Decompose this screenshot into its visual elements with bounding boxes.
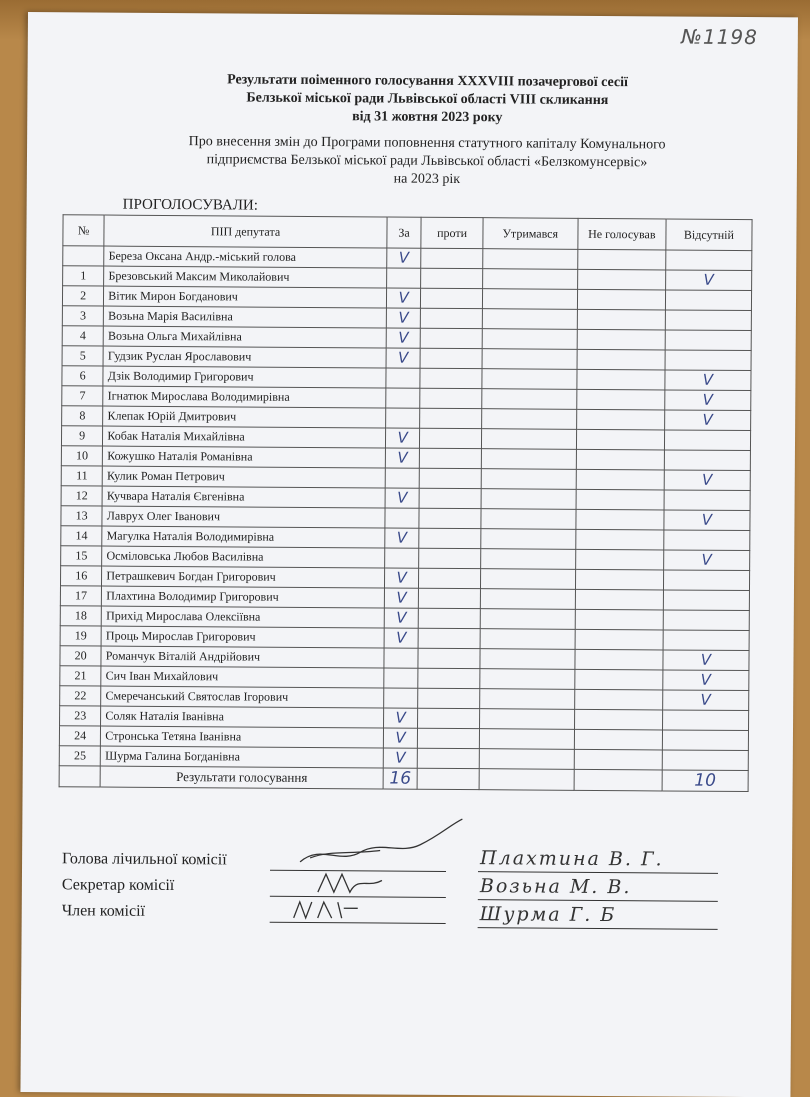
row-number: 14 bbox=[61, 526, 102, 546]
vote-ne-holosuvav-cell bbox=[577, 369, 665, 390]
vote-vidsutnii-mark bbox=[665, 350, 751, 371]
col-name: ПІП депутата bbox=[104, 215, 387, 248]
handwritten-signature-member bbox=[288, 894, 368, 927]
deputy-name: Плахтина Володимир Григорович bbox=[102, 586, 385, 608]
subject-line-3: на 2023 рік bbox=[393, 171, 461, 188]
vote-vidsutnii-mark: V bbox=[664, 470, 750, 491]
row-number: 1 bbox=[63, 266, 104, 286]
row-number: 20 bbox=[60, 646, 101, 666]
vote-utrymavsia-cell bbox=[481, 489, 576, 510]
vote-utrymavsia-cell bbox=[482, 389, 577, 410]
deputy-name: Клепак Юрій Дмитрович bbox=[103, 406, 386, 428]
deputy-name: Осміловська Любов Василівна bbox=[102, 546, 385, 568]
voted-label: ПРОГОЛОСУВАЛИ: bbox=[122, 196, 258, 214]
row-number bbox=[63, 246, 104, 266]
vote-ne-holosuvav-cell bbox=[574, 689, 662, 710]
col-za: За bbox=[387, 217, 422, 248]
vote-proty-cell bbox=[419, 508, 481, 528]
vote-proty-cell bbox=[418, 748, 480, 768]
signature-role-member: Член комісії bbox=[61, 902, 146, 920]
vote-vidsutnii-mark bbox=[664, 530, 750, 551]
row-number: 15 bbox=[61, 546, 102, 566]
vote-za-mark bbox=[386, 368, 421, 388]
vote-vidsutnii-mark bbox=[665, 290, 751, 311]
vote-vidsutnii-mark bbox=[665, 310, 751, 331]
vote-proty-cell bbox=[420, 348, 482, 368]
vote-utrymavsia-cell bbox=[479, 749, 574, 770]
document-sheet bbox=[20, 12, 798, 1097]
vote-vidsutnii-mark bbox=[664, 490, 750, 511]
vote-utrymavsia-cell bbox=[480, 669, 575, 690]
vote-proty-cell bbox=[418, 688, 480, 708]
deputy-name: Романчук Віталій Андрійович bbox=[101, 646, 384, 668]
col-no: № bbox=[63, 215, 105, 246]
results-row bbox=[59, 766, 748, 792]
row-number: 21 bbox=[60, 666, 101, 686]
vote-proty-cell bbox=[419, 548, 481, 568]
vote-utrymavsia-cell bbox=[482, 289, 577, 310]
vote-proty-cell bbox=[419, 588, 481, 608]
handwritten-name-member: Шурма Г. Б bbox=[479, 903, 617, 927]
vote-za-mark: V bbox=[386, 348, 421, 368]
vote-vidsutnii-mark: V bbox=[665, 370, 751, 391]
vote-utrymavsia-cell bbox=[482, 269, 577, 290]
results-label: Результати голосування bbox=[100, 766, 383, 789]
vote-ne-holosuvav-cell bbox=[574, 729, 662, 750]
vote-utrymavsia-cell bbox=[480, 629, 575, 650]
vote-utrymavsia-cell bbox=[482, 309, 577, 330]
vote-utrymavsia-cell bbox=[479, 689, 574, 710]
vote-za-mark bbox=[384, 648, 419, 668]
deputy-name: Кожушко Наталія Романівна bbox=[103, 446, 386, 468]
vote-za-mark: V bbox=[385, 528, 420, 548]
vote-ne-holosuvav-cell bbox=[574, 749, 662, 770]
vote-za-mark bbox=[384, 548, 419, 568]
results-za: 16 bbox=[383, 768, 418, 789]
deputy-name: Возьна Марія Василівна bbox=[104, 306, 387, 328]
col-proty: проти bbox=[421, 217, 483, 248]
vote-za-mark: V bbox=[385, 448, 420, 468]
vote-ne-holosuvav-cell bbox=[576, 409, 664, 430]
vote-za-mark bbox=[386, 388, 421, 408]
subject-line-2: підприємства Белзької міської ради Львівської області «Белзкомунсервіс» bbox=[206, 152, 648, 171]
vote-vidsutnii-mark bbox=[663, 590, 749, 611]
deputy-name: Кучвара Наталія Євгенівна bbox=[102, 486, 385, 508]
col-utrymavsia: Утримався bbox=[483, 218, 578, 250]
vote-za-mark: V bbox=[385, 488, 420, 508]
vote-za-mark bbox=[386, 268, 421, 288]
vote-proty-cell bbox=[418, 728, 480, 748]
vote-proty-cell bbox=[420, 448, 482, 468]
vote-vidsutnii-mark bbox=[663, 570, 749, 591]
vote-utrymavsia-cell bbox=[480, 589, 575, 610]
row-number: 19 bbox=[60, 626, 101, 646]
vote-proty-cell bbox=[420, 368, 482, 388]
deputy-name: Шурма Галина Богданівна bbox=[101, 746, 384, 768]
vote-vidsutnii-mark bbox=[664, 450, 750, 471]
deputy-name: Петрашкевич Богдан Григорович bbox=[102, 566, 385, 588]
handwritten-name-secretary: Возьна М. В. bbox=[479, 875, 632, 899]
deputy-name: Смеречанський Святослав Ігорович bbox=[101, 686, 384, 708]
votes-table-body bbox=[59, 246, 752, 771]
deputy-name: Стронська Тетяна Іванівна bbox=[101, 726, 384, 748]
vote-proty-cell bbox=[419, 568, 481, 588]
vote-proty-cell bbox=[419, 628, 481, 648]
vote-vidsutnii-mark bbox=[662, 710, 748, 731]
vote-ne-holosuvav-cell bbox=[575, 589, 663, 610]
name-line-chair bbox=[478, 871, 718, 874]
vote-za-mark: V bbox=[383, 708, 418, 728]
vote-za-mark: V bbox=[384, 608, 419, 628]
vote-vidsutnii-mark bbox=[663, 610, 749, 631]
document-subject bbox=[107, 133, 747, 191]
vote-ne-holosuvav-cell bbox=[576, 469, 664, 490]
vote-proty-cell bbox=[419, 528, 481, 548]
vote-ne-holosuvav-cell bbox=[577, 289, 665, 310]
vote-proty-cell bbox=[421, 308, 483, 328]
vote-utrymavsia-cell bbox=[481, 409, 576, 430]
col-vidsutnii: Відсутній bbox=[666, 219, 752, 251]
row-number: 25 bbox=[59, 746, 100, 766]
vote-za-mark: V bbox=[384, 628, 419, 648]
deputy-name: Прихід Мирослава Олексіївна bbox=[102, 606, 385, 628]
deputy-name: Гудзик Руслан Ярославович bbox=[103, 346, 386, 368]
vote-utrymavsia-cell bbox=[481, 449, 576, 470]
vote-vidsutnii-mark bbox=[663, 630, 749, 651]
vote-za-mark bbox=[384, 668, 419, 688]
row-number: 11 bbox=[61, 466, 102, 486]
deputy-name: Возьна Ольга Михайлівна bbox=[103, 326, 386, 348]
vote-utrymavsia-cell bbox=[481, 529, 576, 550]
vote-proty-cell bbox=[418, 648, 480, 668]
vote-za-mark: V bbox=[386, 308, 421, 328]
vote-vidsutnii-mark: V bbox=[664, 510, 750, 531]
vote-ne-holosuvav-cell bbox=[577, 249, 665, 270]
vote-za-mark: V bbox=[387, 248, 422, 268]
deputy-name: Магулка Наталія Володимирівна bbox=[102, 526, 385, 548]
vote-ne-holosuvav-cell bbox=[577, 309, 665, 330]
vote-proty-cell bbox=[420, 468, 482, 488]
vote-vidsutnii-mark bbox=[662, 730, 748, 751]
vote-za-mark: V bbox=[384, 588, 419, 608]
row-number: 23 bbox=[60, 706, 101, 726]
vote-utrymavsia-cell bbox=[482, 349, 577, 370]
subject-line-1: Про внесення змін до Програми поповнення статутного капіталу Комунального bbox=[188, 134, 666, 153]
row-number: 4 bbox=[62, 326, 103, 346]
vote-vidsutnii-mark: V bbox=[663, 650, 749, 671]
vote-proty-cell bbox=[421, 328, 483, 348]
vote-vidsutnii-mark: V bbox=[666, 270, 752, 291]
row-number: 3 bbox=[62, 306, 103, 326]
vote-vidsutnii-mark bbox=[662, 750, 748, 771]
title-line-1: Результати поіменного голосування XXXVIII позачергової сесії bbox=[227, 72, 628, 91]
row-number: 13 bbox=[61, 506, 102, 526]
vote-vidsutnii-mark: V bbox=[665, 390, 751, 411]
vote-vidsutnii-mark: V bbox=[664, 550, 750, 571]
vote-za-mark bbox=[383, 688, 418, 708]
vote-ne-holosuvav-cell bbox=[576, 389, 664, 410]
row-number: 2 bbox=[62, 286, 103, 306]
vote-proty-cell bbox=[419, 488, 481, 508]
deputy-name: Соляк Наталія Іванівна bbox=[101, 706, 384, 728]
deputy-name: Лаврух Олег Іванович bbox=[102, 506, 385, 528]
deputy-name: Сич Іван Михайлович bbox=[101, 666, 384, 688]
row-number: 24 bbox=[59, 726, 100, 746]
vote-za-mark bbox=[385, 508, 420, 528]
vote-proty-cell bbox=[420, 408, 482, 428]
row-number: 17 bbox=[60, 586, 101, 606]
vote-utrymavsia-cell bbox=[480, 649, 575, 670]
vote-ne-holosuvav-cell bbox=[577, 269, 665, 290]
vote-za-mark: V bbox=[385, 428, 420, 448]
vote-utrymavsia-cell bbox=[479, 709, 574, 730]
vote-ne-holosuvav-cell bbox=[574, 709, 662, 730]
vote-vidsutnii-mark bbox=[664, 430, 750, 451]
deputy-name: Кулик Роман Петрович bbox=[103, 466, 386, 488]
col-ne-holosuvav: Не голосував bbox=[578, 218, 666, 250]
vote-ne-holosuvav-cell bbox=[575, 669, 663, 690]
vote-ne-holosuvav-cell bbox=[575, 629, 663, 650]
row-number: 10 bbox=[61, 446, 102, 466]
name-line-secretary bbox=[478, 899, 718, 902]
table-header-row bbox=[63, 215, 752, 251]
vote-za-mark: V bbox=[383, 728, 418, 748]
deputy-name: Кобак Наталія Михайлівна bbox=[103, 426, 386, 448]
row-number: 18 bbox=[60, 606, 101, 626]
vote-utrymavsia-cell bbox=[481, 509, 576, 530]
vote-za-mark: V bbox=[386, 288, 421, 308]
deputy-name: Ігнатюк Мирослава Володимирівна bbox=[103, 386, 386, 408]
title-line-3: від 31 жовтня 2023 року bbox=[352, 109, 503, 126]
vote-ne-holosuvav-cell bbox=[575, 609, 663, 630]
vote-vidsutnii-mark bbox=[665, 330, 751, 351]
signature-role-secretary: Секретар комісії bbox=[61, 876, 175, 895]
vote-ne-holosuvav-cell bbox=[575, 569, 663, 590]
vote-za-mark: V bbox=[384, 568, 419, 588]
vote-ne-holosuvav-cell bbox=[577, 329, 665, 350]
vote-vidsutnii-mark: V bbox=[663, 670, 749, 691]
vote-ne-holosuvav-cell bbox=[575, 649, 663, 670]
deputy-name: Дзік Володимир Григорович bbox=[103, 366, 386, 388]
vote-utrymavsia-cell bbox=[480, 569, 575, 590]
vote-ne-holosuvav-cell bbox=[576, 489, 664, 510]
row-number: 6 bbox=[62, 366, 103, 386]
deputy-name: Береза Оксана Андр.-міський голова bbox=[104, 246, 387, 268]
row-number: 12 bbox=[61, 486, 102, 506]
vote-utrymavsia-cell bbox=[482, 329, 577, 350]
vote-utrymavsia-cell bbox=[483, 249, 578, 270]
deputy-name: Брезовський Максим Миколайович bbox=[104, 266, 387, 288]
vote-utrymavsia-cell bbox=[480, 609, 575, 630]
row-number: 8 bbox=[62, 406, 103, 426]
row-number: 9 bbox=[61, 426, 102, 446]
vote-ne-holosuvav-cell bbox=[576, 449, 664, 470]
vote-ne-holosuvav-cell bbox=[576, 529, 664, 550]
results-vidsutnii: 10 bbox=[662, 770, 748, 792]
votes-table bbox=[59, 214, 753, 792]
name-line-member bbox=[478, 927, 718, 930]
row-number: 16 bbox=[60, 566, 101, 586]
vote-utrymavsia-cell bbox=[479, 729, 574, 750]
vote-proty-cell bbox=[421, 248, 483, 268]
row-number: 7 bbox=[62, 386, 103, 406]
row-number: 22 bbox=[60, 686, 101, 706]
vote-proty-cell bbox=[418, 708, 480, 728]
vote-proty-cell bbox=[421, 268, 483, 288]
document-title bbox=[107, 71, 747, 129]
signature-role-chair: Голова лічильної комісії bbox=[62, 850, 227, 869]
vote-za-mark bbox=[385, 468, 420, 488]
handwritten-name-chair: Плахтина В. Г. bbox=[480, 847, 664, 871]
vote-proty-cell bbox=[421, 288, 483, 308]
vote-utrymavsia-cell bbox=[482, 369, 577, 390]
vote-proty-cell bbox=[419, 608, 481, 628]
vote-za-mark: V bbox=[383, 748, 418, 768]
vote-ne-holosuvav-cell bbox=[576, 509, 664, 530]
vote-utrymavsia-cell bbox=[480, 549, 575, 570]
row-number: 5 bbox=[62, 346, 103, 366]
vote-proty-cell bbox=[420, 388, 482, 408]
vote-ne-holosuvav-cell bbox=[577, 349, 665, 370]
vote-za-mark bbox=[385, 408, 420, 428]
deputy-name: Проць Мирослав Григорович bbox=[101, 626, 384, 648]
deputy-name: Вітик Мирон Богданович bbox=[104, 286, 387, 308]
vote-utrymavsia-cell bbox=[481, 469, 576, 490]
registration-number: №1198 bbox=[681, 24, 758, 50]
vote-ne-holosuvav-cell bbox=[575, 549, 663, 570]
vote-proty-cell bbox=[420, 428, 482, 448]
vote-vidsutnii-mark: V bbox=[665, 410, 751, 431]
vote-ne-holosuvav-cell bbox=[576, 429, 664, 450]
title-line-2: Белзької міської ради Львівської області VIII скликання bbox=[246, 90, 609, 109]
vote-utrymavsia-cell bbox=[481, 429, 576, 450]
vote-za-mark: V bbox=[386, 328, 421, 348]
vote-vidsutnii-mark bbox=[666, 250, 752, 271]
vote-proty-cell bbox=[418, 668, 480, 688]
vote-vidsutnii-mark: V bbox=[663, 690, 749, 711]
